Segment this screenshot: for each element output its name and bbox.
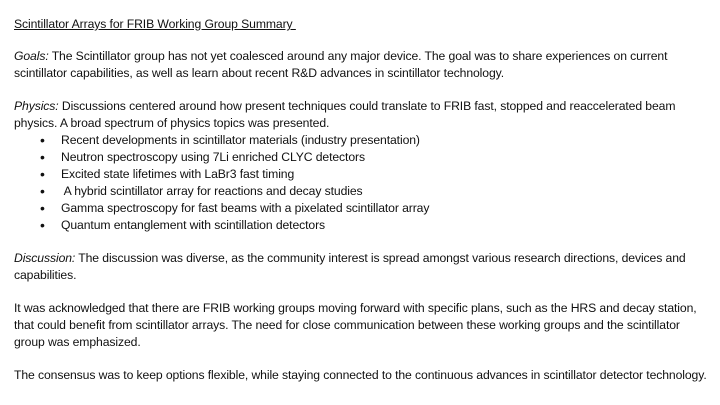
list-item: [40, 217, 710, 234]
goals-paragraph: [14, 48, 710, 82]
list-item: [40, 166, 710, 183]
discussion-text: The discussion was diverse, as the community interest is spread amongst various research directions, devices and capabilities.: [14, 251, 686, 282]
list-item: [40, 149, 710, 166]
discussion-paragraph: [14, 250, 710, 284]
bullet-icon: •: [40, 217, 45, 233]
bullet-icon: •: [40, 149, 45, 165]
physics-topics-list: [14, 132, 710, 234]
list-item: [40, 132, 710, 149]
physics-paragraph: [14, 98, 710, 132]
spacer: [14, 284, 710, 300]
consensus-paragraph: The consensus was to keep options flexible, while staying connected to the continuous advances in scintillator detector technology.: [14, 368, 707, 382]
physics-text: Discussions centered around how present techniques could translate to FRIB fast, stopped and reaccelerated beam physics. A broad spectrum of physics topics was presented.: [14, 99, 676, 130]
acknowledgement-paragraph: It was acknowledged that there are FRIB working groups moving forward with specific plans, such as the HRS and decay station, that could benefit from scintillator arrays. The need for close communication between these working groups and the scintillator group was emphasized.: [14, 301, 697, 349]
document-title: Scintillator Arrays for FRIB Working Group Summary: [14, 17, 296, 31]
list-item-text: Gamma spectroscopy for fast beams with a pixelated scintillator array: [61, 201, 430, 215]
list-item-text: Recent developments in scintillator materials (industry presentation): [61, 133, 420, 147]
goals-label: Goals:: [14, 49, 49, 63]
bullet-icon: •: [40, 183, 45, 199]
goals-text: The Scintillator group has not yet coalesced around any major device. The goal was to share experiences on current scintillator capabilities, as well as learn about recent R&D advances in scintillator technology.: [14, 49, 668, 80]
discussion-label: Discussion:: [14, 251, 76, 265]
list-item-text: Quantum entanglement with scintillation detectors: [61, 218, 326, 232]
spacer: [14, 234, 710, 250]
spacer: [14, 82, 710, 98]
physics-label: Physics:: [14, 99, 59, 113]
list-item-text: A hybrid scintillator array for reactions and decay studies: [61, 184, 363, 198]
list-item: [40, 200, 710, 217]
bullet-icon: •: [40, 132, 45, 148]
document-page: [14, 16, 710, 384]
spacer: [14, 351, 710, 367]
bullet-icon: •: [40, 166, 45, 182]
list-item: [40, 183, 710, 200]
list-item-text: Excited state lifetimes with LaBr3 fast timing: [61, 167, 295, 181]
bullet-icon: •: [40, 200, 45, 216]
list-item-text: Neutron spectroscopy using 7Li enriched CLYC detectors: [61, 150, 365, 164]
